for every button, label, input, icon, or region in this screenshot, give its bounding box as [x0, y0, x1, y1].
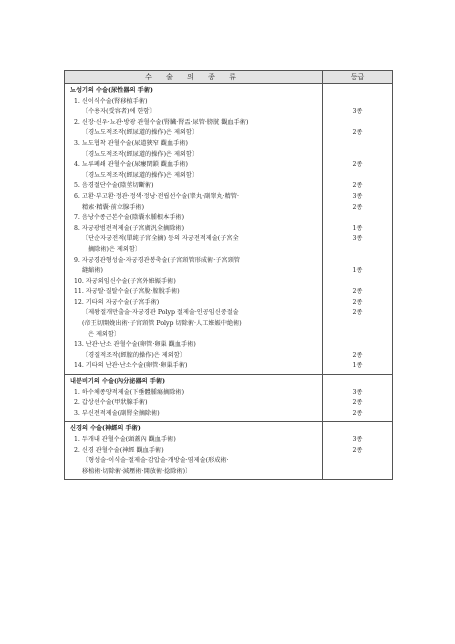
grade-value: 2종 — [352, 182, 363, 190]
table-section-row — [65, 84, 393, 375]
surgery-item: 〔경뇨도적조작(經尿道的操作)은 제외함〕 — [82, 129, 199, 137]
grade-value: 1종 — [352, 362, 363, 370]
grade-value: 3종 — [352, 192, 363, 200]
grade-value — [323, 377, 392, 388]
grade-value — [323, 277, 392, 288]
surgery-item: 移植術·切除術·減壓術·開放術·捻除術)〕 — [82, 467, 192, 475]
grade-value — [323, 86, 392, 97]
grade-value: 1종 — [352, 267, 363, 275]
surgery-item: 10. 자궁외임신수술(子宮外姙娠手術) — [74, 277, 176, 285]
grade-value — [323, 256, 392, 267]
grade-value — [323, 330, 392, 341]
grade-value: 3종 — [352, 388, 363, 396]
grade-value — [323, 97, 392, 108]
surgery-item: 은 제외함〕 — [88, 330, 121, 338]
grade-value: 2종 — [352, 351, 363, 359]
grade-value — [323, 171, 392, 182]
category-title: 내분비기의 수술(內分泌器의 手術) — [70, 378, 166, 386]
grade-value: 2종 — [352, 409, 363, 417]
surgery-item: 6. 고환·부고환·정관·정색·정낭·전립선수술(睾丸·副睾丸·精管· — [74, 192, 239, 200]
surgery-item: 〔형성술·이식술·절제술·감압술·개방술·염제술(形成術· — [82, 457, 229, 465]
table-header-row — [65, 71, 393, 84]
header-surgery-type: 수 술 의 종 류 — [65, 71, 323, 84]
grade-value — [323, 467, 392, 478]
category-title: 뇨성기의 수술(尿性器의 手術) — [70, 87, 153, 94]
grade-value: 2종 — [352, 399, 363, 407]
surgery-item: 3. 뇨도협착 관혈수술(尿道狹窄 觀血手術) — [74, 139, 188, 147]
grade-list-cell — [323, 84, 393, 375]
surgery-item: 2. 신장·신우·뇨관·방광 관혈수술(腎臟·腎盂·尿管·膀胱 觀血手術) — [74, 118, 249, 126]
surgery-item: 〔경질적조작(經膣的操作)은 제외함〕 — [82, 351, 186, 359]
surgery-item: 縫縮術) — [82, 267, 103, 275]
surgery-item: 精索·精囊·前立腺手術) — [82, 203, 145, 211]
grade-value: 2종 — [352, 309, 363, 317]
grade-value: 2종 — [352, 446, 363, 454]
grade-value — [323, 245, 392, 256]
surgery-item: 7. 음낭수종근본수술(陰囊水腫根本手術) — [74, 214, 185, 222]
surgery-item: 2. 신경 관혈수술(神經 觀血手術) — [74, 446, 164, 454]
surgery-list-cell — [65, 375, 323, 422]
grade-value: 2종 — [352, 288, 363, 296]
surgery-item: 5. 음경절단수술(陰莖切斷術) — [74, 182, 154, 190]
surgery-item: 14. 기타의 난관·난소수술(卵管·卵巢手術) — [74, 362, 188, 370]
grade-value: 2종 — [352, 298, 363, 306]
grade-value: 2종 — [352, 161, 363, 169]
surgery-item: 〔제왕절개만출술·자궁경관 Polyp 절제술·인공임신중절술 — [82, 309, 239, 317]
grade-value — [323, 139, 392, 150]
surgery-item: (帝王切開娩出術·子宮頸管 Polyp 切除術·人工姙娠中絶術) — [82, 320, 242, 328]
surgery-item: 8. 자궁광범전적제술(子宮廣汎全摘除術) — [74, 224, 185, 232]
grade-value: 1종 — [352, 224, 363, 232]
grade-value — [323, 213, 392, 224]
surgery-list-cell — [65, 84, 323, 375]
grade-list-cell — [323, 422, 393, 480]
category-title: 신경의 수술(神經의 手術) — [70, 425, 141, 433]
surgery-item: 〔수용자(受容者)에 한함〕 — [82, 108, 156, 116]
surgery-item: 9. 자궁경관형성술·자궁경관봉축술(子宮頸管形成術·子宮頸管 — [74, 256, 240, 264]
surgery-item: 11. 자궁탈·질탈수술(子宮脫·膣脫手術) — [74, 288, 180, 296]
grade-value: 3종 — [352, 235, 363, 243]
grade-value — [323, 456, 392, 467]
grade-value — [323, 118, 392, 129]
surgery-item: 〔경뇨도적조작(經尿道的操作)은 제외함〕 — [82, 150, 199, 158]
surgery-item: 13. 난관·난소 관혈수술(卵管·卵巢 觀血手術) — [74, 341, 196, 349]
surgery-item: 〔경뇨도적조작(經尿道的操作)은 제외함〕 — [82, 171, 199, 179]
surgery-item: 1. 신이식수술(腎移植手術) — [74, 97, 148, 105]
surgery-classification-document — [64, 70, 392, 480]
table-section-row — [65, 375, 393, 422]
header-grade: 등급 — [323, 71, 393, 84]
surgery-item: 1. 두개내 관혈수술(頭蓋內 觀血手術) — [74, 436, 176, 443]
grade-value — [323, 150, 392, 161]
surgery-item: 3. 부신전적제술(副腎全摘除術) — [74, 409, 160, 417]
surgery-grade-table — [64, 70, 393, 480]
grade-value — [323, 424, 392, 435]
grade-value — [323, 340, 392, 351]
grade-value — [323, 319, 392, 330]
table-section-row — [65, 422, 393, 480]
surgery-item: 摘除術)은 제외함〕 — [88, 245, 142, 253]
surgery-item: 4. 뇨루폐쇄 관혈수술(尿瘻閉鎖 觀血手術) — [74, 161, 188, 169]
grade-value: 3종 — [352, 436, 363, 443]
surgery-item: 2. 갑상선수술(甲狀腺手術) — [74, 399, 148, 407]
grade-list-cell — [323, 375, 393, 422]
surgery-list-cell — [65, 422, 323, 480]
surgery-item: 〔단순자궁전적(單純子宮全摘) 등의 자궁전적제술(子宮全 — [82, 235, 239, 243]
table-body — [65, 84, 393, 480]
surgery-item: 1. 하수체종양적제술(下垂體腫瘍摘除術) — [74, 388, 185, 396]
grade-value: 2종 — [352, 129, 363, 137]
surgery-item: 12. 기타의 자궁수술(子宮手術) — [74, 298, 160, 306]
grade-value: 3종 — [352, 108, 363, 116]
grade-value: 2종 — [352, 203, 363, 211]
